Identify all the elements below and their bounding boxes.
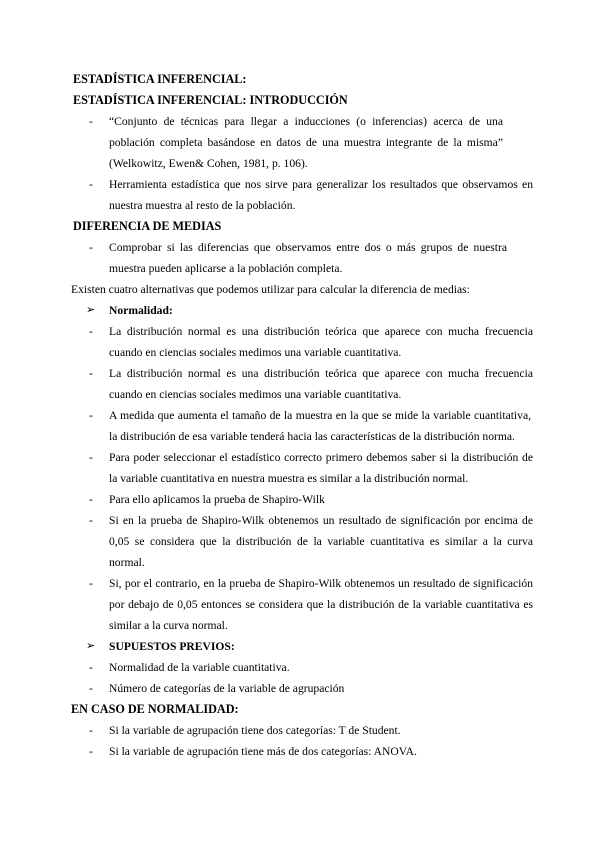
- list-item: [73, 111, 503, 174]
- dash-bullet: -: [89, 745, 93, 758]
- subheading-label: SUPUESTOS PREVIOS:: [109, 640, 235, 653]
- list-item: [73, 489, 533, 510]
- arrow-bullet-icon: ➢: [86, 640, 96, 652]
- subheading-supuestos-previos: [73, 636, 533, 657]
- dash-bullet: -: [89, 451, 93, 464]
- list-item: [73, 720, 533, 741]
- list-item: [73, 174, 533, 216]
- list-item: [73, 510, 533, 573]
- normalidad-case-list: [73, 720, 533, 762]
- subheading-normalidad: [73, 300, 533, 321]
- list-item-text: Número de categorías de la variable de agrupación: [109, 682, 345, 695]
- list-item-text: Si en la prueba de Shapiro-Wilk obtenemos un resultado de significación por encima de 0,05 se considera que la distribución de la variable cuantitativa es similar a la curva normal.: [109, 514, 533, 569]
- list-item: [73, 447, 533, 489]
- list-item-text: Si, por el contrario, en la prueba de Shapiro-Wilk obtenemos un resultado de significación por debajo de 0,05 entonces se considera que la distribución de la variable cuantitativa es similar a la curva normal.: [109, 577, 533, 632]
- list-item-text: A medida que aumenta el tamaño de la muestra en la que se mide la variable cuantitativa, la distribución de esa variable tenderá hacia las características de la distribución norma.: [109, 409, 531, 443]
- list-item-text: “Conjunto de técnicas para llegar a inducciones (o inferencias) acerca de una población completa basándose en datos de una muestra integrante de la misma” (Welkowitz, Ewen& Cohen, 1981, p. 106).: [109, 115, 503, 170]
- dash-bullet: -: [89, 409, 93, 422]
- dash-bullet: -: [89, 577, 93, 590]
- list-item: [73, 363, 533, 405]
- dash-bullet: -: [89, 178, 93, 191]
- dash-bullet: -: [89, 661, 93, 674]
- section-heading-inferencial: ESTADÍSTICA INFERENCIAL:: [73, 72, 247, 86]
- document-content: [73, 69, 533, 762]
- list-item-text: La distribución normal es una distribución teórica que aparece con mucha frecuencia cuando en ciencias sociales medimos una variable cuantitativa.: [109, 367, 533, 401]
- list-item-text: Si la variable de agrupación tiene más de dos categorías: ANOVA.: [109, 745, 417, 758]
- list-item: [73, 237, 507, 279]
- dash-bullet: -: [89, 367, 93, 380]
- list-item: [73, 678, 533, 699]
- arrow-bullet-icon: ➢: [86, 304, 96, 316]
- dash-bullet: -: [89, 241, 93, 254]
- list-item-text: Herramienta estadística que nos sirve para generalizar los resultados que observamos en nuestra muestra al resto de la población.: [109, 178, 533, 212]
- list-item: [73, 741, 533, 762]
- section-heading-caso-normalidad: EN CASO DE NORMALIDAD:: [71, 702, 239, 716]
- list-item: [73, 321, 533, 363]
- list-item-text: Si la variable de agrupación tiene dos categorías: T de Student.: [109, 724, 401, 737]
- normalidad-list: [73, 321, 533, 636]
- list-item-text: Normalidad de la variable cuantitativa.: [109, 661, 290, 674]
- list-item-text: Para poder seleccionar el estadístico correcto primero debemos saber si la distribución de la variable cuantitativa en nuestra muestra es similar a la distribución normal.: [109, 451, 533, 485]
- dash-bullet: -: [89, 514, 93, 527]
- dash-bullet: -: [89, 325, 93, 338]
- intro-list: [73, 111, 533, 216]
- medias-list: [73, 237, 533, 279]
- dash-bullet: -: [89, 682, 93, 695]
- supuestos-list: [73, 657, 533, 699]
- subheading-label: Normalidad:: [109, 304, 173, 317]
- section-heading-introduccion: ESTADÍSTICA INFERENCIAL: INTRODUCCIÓN: [73, 93, 348, 107]
- dash-bullet: -: [89, 493, 93, 506]
- section-heading-diferencia-medias: DIFERENCIA DE MEDIAS: [73, 219, 222, 233]
- dash-bullet: -: [89, 724, 93, 737]
- list-item: [73, 573, 533, 636]
- dash-bullet: -: [89, 115, 93, 128]
- list-item-text: Para ello aplicamos la prueba de Shapiro-Wilk: [109, 493, 325, 506]
- alternatives-text: Existen cuatro alternativas que podemos utilizar para calcular la diferencia de medias:: [71, 283, 470, 296]
- list-item: [73, 657, 533, 678]
- list-item-text: La distribución normal es una distribución teórica que aparece con mucha frecuencia cuando en ciencias sociales medimos una variable cuantitativa.: [109, 325, 533, 359]
- list-item: [73, 405, 531, 447]
- list-item-text: Comprobar si las diferencias que observamos entre dos o más grupos de nuestra muestra pueden aplicarse a la población completa.: [109, 241, 507, 275]
